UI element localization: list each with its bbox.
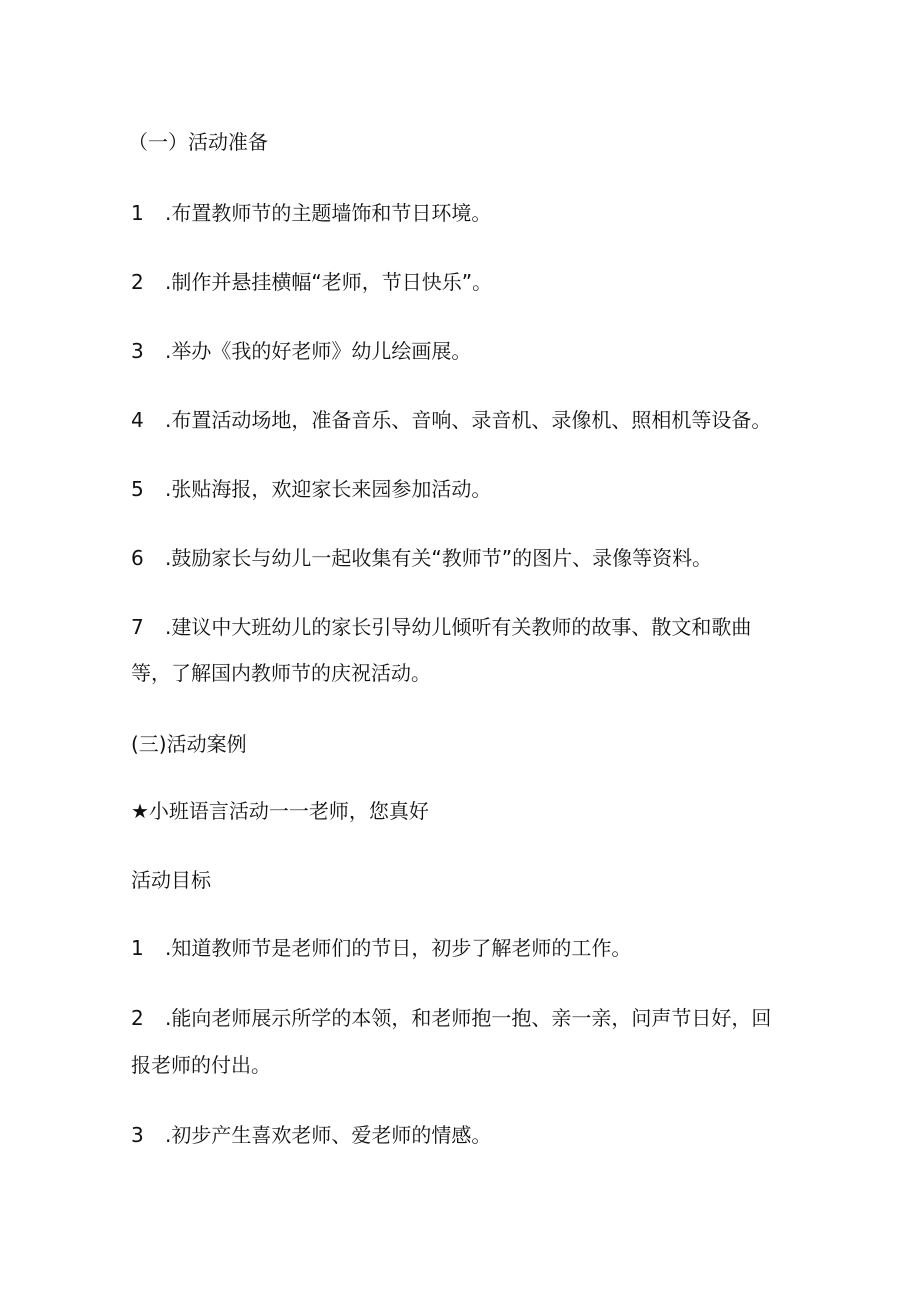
item-number: 1 (131, 936, 144, 960)
prep-item-2 (131, 269, 492, 295)
goal-item-2 (131, 1005, 771, 1031)
prep-item-5 (131, 476, 491, 502)
goal-item-3 (131, 1122, 491, 1148)
goal-item-1 (131, 935, 631, 961)
item-number: 5 (131, 477, 144, 501)
item-text: .知道教师节是老师们的节日，初步了解老师的工作。 (165, 936, 632, 960)
item-number: 4 (131, 408, 144, 432)
item-text: .布置活动场地，准备音乐、音响、录音机、录像机、照相机等设备。 (165, 408, 772, 432)
item-number: 7 (131, 615, 144, 639)
prep-item-1 (131, 200, 491, 226)
item-text: .鼓励家长与幼儿一起收集有关“教师节”的图片、录像等资料。 (165, 546, 713, 570)
prep-item-7-continuation: 等，了解国内教师节的庆祝活动。 (131, 661, 431, 685)
case-title: ★小班语言活动一一老师，您真好 (131, 799, 429, 823)
item-text: .举办《我的好老师》幼儿绘画展。 (165, 339, 472, 363)
prep-item-7 (131, 614, 751, 640)
prep-item-6 (131, 545, 712, 571)
item-text: .建议中大班幼儿的家长引导幼儿倾听有关教师的故事、散文和歌曲 (165, 615, 752, 639)
item-text: .张贴海报，欢迎家长来园参加活动。 (165, 477, 492, 501)
goal-item-2-continuation: 报老师的付出。 (131, 1053, 271, 1077)
item-text: .布置教师节的主题墙饰和节日环境。 (165, 201, 492, 225)
goals-heading: 活动目标 (131, 868, 211, 892)
item-number: 3 (131, 339, 144, 363)
item-text: .能向老师展示所学的本领，和老师抱一抱、亲一亲，问声节日好，回 (165, 1006, 772, 1030)
section-heading-case: (三)活动案例 (131, 732, 247, 756)
prep-item-4 (131, 407, 771, 433)
item-number: 2 (131, 270, 144, 294)
item-number: 3 (131, 1123, 144, 1147)
item-number: 6 (131, 546, 144, 570)
item-number: 1 (131, 201, 144, 225)
prep-item-3 (131, 338, 471, 364)
item-text: .制作并悬挂横幅“老师，节日快乐”。 (165, 270, 493, 294)
item-text: .初步产生喜欢老师、爱老师的情感。 (165, 1123, 492, 1147)
section-heading-preparation: （一）活动准备 (128, 130, 268, 154)
item-number: 2 (131, 1006, 144, 1030)
